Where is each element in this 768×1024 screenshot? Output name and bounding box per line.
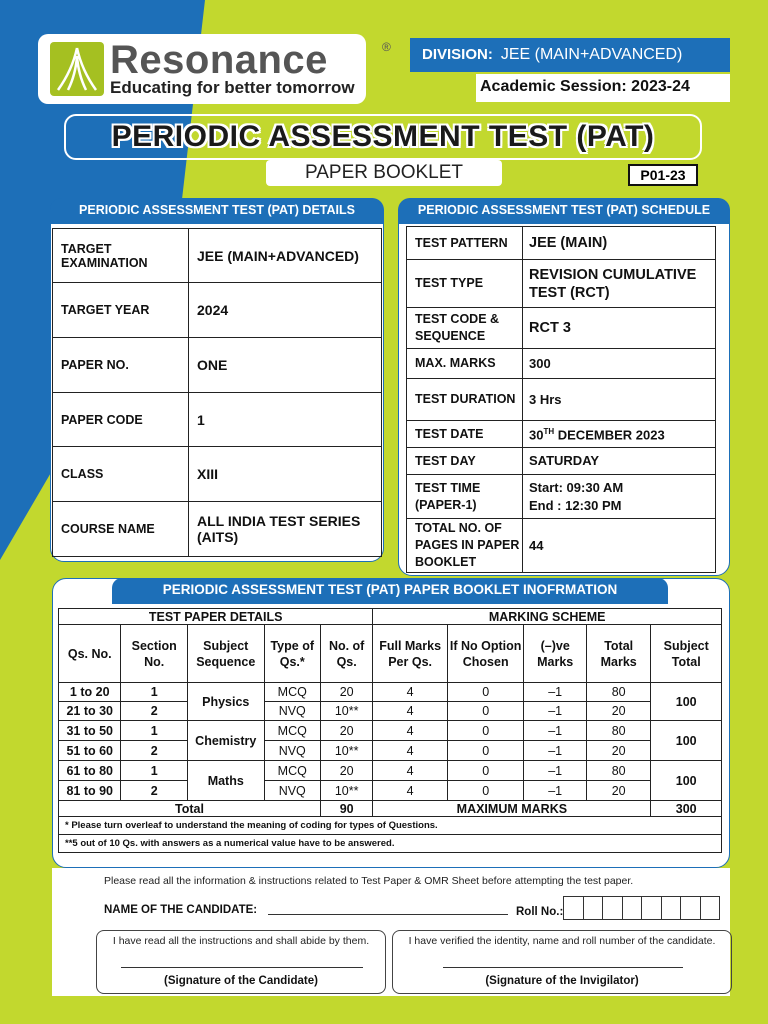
schedule-row (407, 349, 716, 379)
total-label: Total (59, 801, 321, 817)
page-title: PERIODIC ASSESSMENT TEST (PAT) (64, 114, 702, 160)
roll-digit-box[interactable] (583, 896, 604, 920)
roll-digit-box[interactable] (563, 896, 584, 920)
schedule-row (407, 421, 716, 448)
column-header: No. of Qs. (320, 625, 372, 683)
note-nvq: **5 out of 10 Qs. with answers as a numerical value have to be answered. (59, 835, 722, 853)
subject-name: Chemistry (187, 721, 264, 761)
schedule-value: Start: 09:30 AM End : 12:30 PM (523, 475, 716, 519)
column-header: Full Marks Per Qs. (373, 625, 448, 683)
schedule-value: 3 Hrs (523, 379, 716, 421)
candidate-name-label: NAME OF THE CANDIDATE: (104, 904, 258, 916)
schedule-key: TEST CODE & SEQUENCE (407, 308, 523, 349)
note-row (59, 835, 722, 853)
subject-total: 100 (651, 761, 722, 801)
column-header: Section No. (121, 625, 188, 683)
column-header: Type of Qs.* (264, 625, 320, 683)
brand-name: Resonance (110, 38, 328, 82)
details-value: 1 (189, 393, 382, 447)
schedule-value: 30TH DECEMBER 2023 (523, 421, 716, 448)
schedule-key: TEST DATE (407, 421, 523, 448)
schedule-value: JEE (MAIN) (523, 227, 716, 260)
roll-digit-box[interactable] (661, 896, 682, 920)
details-heading: PERIODIC ASSESSMENT TEST (PAT) DETAILS (50, 198, 384, 224)
page-subtitle: PAPER BOOKLET (266, 160, 502, 186)
schedule-value: 300 (523, 349, 716, 379)
details-row (53, 393, 382, 447)
details-value: 2024 (189, 283, 382, 338)
candidate-statement: I have read all the instructions and shall abide by them. (112, 935, 370, 947)
details-row (53, 447, 382, 502)
details-row (53, 502, 382, 557)
total-row (59, 801, 722, 817)
details-row (53, 229, 382, 283)
table-row: 31 to 50 1 Chemistry MCQ 20 4 0 –1 80 100 (59, 721, 722, 741)
invigilator-signature-label: (Signature of the Invigilator) (485, 975, 639, 987)
schedule-row (407, 308, 716, 349)
column-header: (–)ve Marks (524, 625, 586, 683)
subject-total: 100 (651, 683, 722, 721)
roll-digit-box[interactable] (622, 896, 643, 920)
details-key: CLASS (53, 447, 189, 502)
schedule-key: MAX. MARKS (407, 349, 523, 379)
invigilator-statement: I have verified the identity, name and roll number of the candidate. (408, 935, 716, 947)
column-header: Subject Sequence (187, 625, 264, 683)
schedule-value: RCT 3 (523, 308, 716, 349)
division-label: DIVISION: (422, 46, 493, 63)
candidate-signature-line[interactable] (121, 967, 363, 968)
invigilator-signature-line[interactable] (443, 967, 683, 968)
details-key: COURSE NAME (53, 502, 189, 557)
total-count: 90 (320, 801, 372, 817)
details-table (52, 228, 382, 557)
subject-name: Physics (187, 683, 264, 721)
candidate-name-field[interactable] (268, 914, 508, 915)
schedule-row (407, 448, 716, 475)
column-header: Qs. No. (59, 625, 121, 683)
roll-no-label: Roll No.: (516, 906, 564, 918)
registered-mark: ® (382, 40, 391, 54)
table-row: 61 to 80 1 Maths MCQ 20 4 0 –1 80 100 (59, 761, 722, 781)
details-row (53, 338, 382, 393)
schedule-key: TEST DURATION (407, 379, 523, 421)
schedule-value: 44 (523, 519, 716, 573)
brand-tagline: Educating for better tomorrow (110, 78, 355, 97)
schedule-table (406, 226, 716, 573)
schedule-key: TEST DAY (407, 448, 523, 475)
note-row (59, 817, 722, 835)
roll-no-boxes[interactable] (564, 896, 720, 920)
group-header: MARKING SCHEME (373, 609, 722, 625)
note-question-coding: * Please turn overleaf to understand the meaning of coding for types of Questions. (59, 817, 722, 835)
max-marks-label: MAXIMUM MARKS (373, 801, 651, 817)
schedule-key: TEST TYPE (407, 260, 523, 308)
schedule-value: SATURDAY (523, 448, 716, 475)
roll-digit-box[interactable] (641, 896, 662, 920)
details-value: ALL INDIA TEST SERIES (AITS) (189, 502, 382, 557)
column-header: If No Option Chosen (447, 625, 524, 683)
schedule-heading: PERIODIC ASSESSMENT TEST (PAT) SCHEDULE (398, 198, 730, 224)
brand-logo (38, 34, 391, 104)
table-row: 81 to 90 2 NVQ 10** 4 0 –1 20 (59, 781, 722, 801)
schedule-row (407, 260, 716, 308)
division-box (410, 38, 730, 72)
read-all-instruction: Please read all the information & instructions related to Test Paper & OMR Sheet before attempting the test paper. (104, 875, 634, 887)
marking-table (58, 608, 722, 853)
roll-digit-box[interactable] (680, 896, 701, 920)
column-header-row (59, 625, 722, 683)
roll-digit-box[interactable] (700, 896, 721, 920)
schedule-key: TOTAL NO. OF PAGES IN PAPER BOOKLET (407, 519, 523, 573)
details-value: JEE (MAIN+ADVANCED) (189, 229, 382, 283)
column-header: Total Marks (586, 625, 650, 683)
details-value: XIII (189, 447, 382, 502)
candidate-signature-label: (Signature of the Candidate) (164, 975, 318, 987)
details-row (53, 283, 382, 338)
roll-digit-box[interactable] (602, 896, 623, 920)
details-key: TARGET YEAR (53, 283, 189, 338)
table-row: 1 to 20 1 Physics MCQ 20 4 0 –1 80 100 (59, 683, 722, 702)
details-value: ONE (189, 338, 382, 393)
table-row: 51 to 60 2 NVQ 10** 4 0 –1 20 (59, 741, 722, 761)
booklet-info-heading: PERIODIC ASSESSMENT TEST (PAT) PAPER BOOKLET INOFRMATION (112, 578, 668, 604)
paper-code-badge: P01-23 (628, 164, 698, 186)
schedule-value: REVISION CUMULATIVE TEST (RCT) (523, 260, 716, 308)
division-value: JEE (MAIN+ADVANCED) (500, 46, 683, 63)
details-key: TARGET EXAMINATION (53, 229, 189, 283)
logo-mark-icon (50, 42, 104, 96)
invigilator-signature-box (392, 930, 732, 994)
schedule-row (407, 475, 716, 519)
schedule-key: TEST TIME (PAPER-1) (407, 475, 523, 519)
max-marks-value: 300 (651, 801, 722, 817)
schedule-row (407, 227, 716, 260)
column-header: Subject Total (651, 625, 722, 683)
subject-name: Maths (187, 761, 264, 801)
candidate-signature-box (96, 930, 386, 994)
academic-session: Academic Session: 2023-24 (476, 74, 730, 102)
schedule-row (407, 379, 716, 421)
subject-total: 100 (651, 721, 722, 761)
group-header: TEST PAPER DETAILS (59, 609, 373, 625)
schedule-key: TEST PATTERN (407, 227, 523, 260)
details-key: PAPER NO. (53, 338, 189, 393)
schedule-row (407, 519, 716, 573)
table-row: 21 to 30 2 NVQ 10** 4 0 –1 20 (59, 702, 722, 721)
details-key: PAPER CODE (53, 393, 189, 447)
